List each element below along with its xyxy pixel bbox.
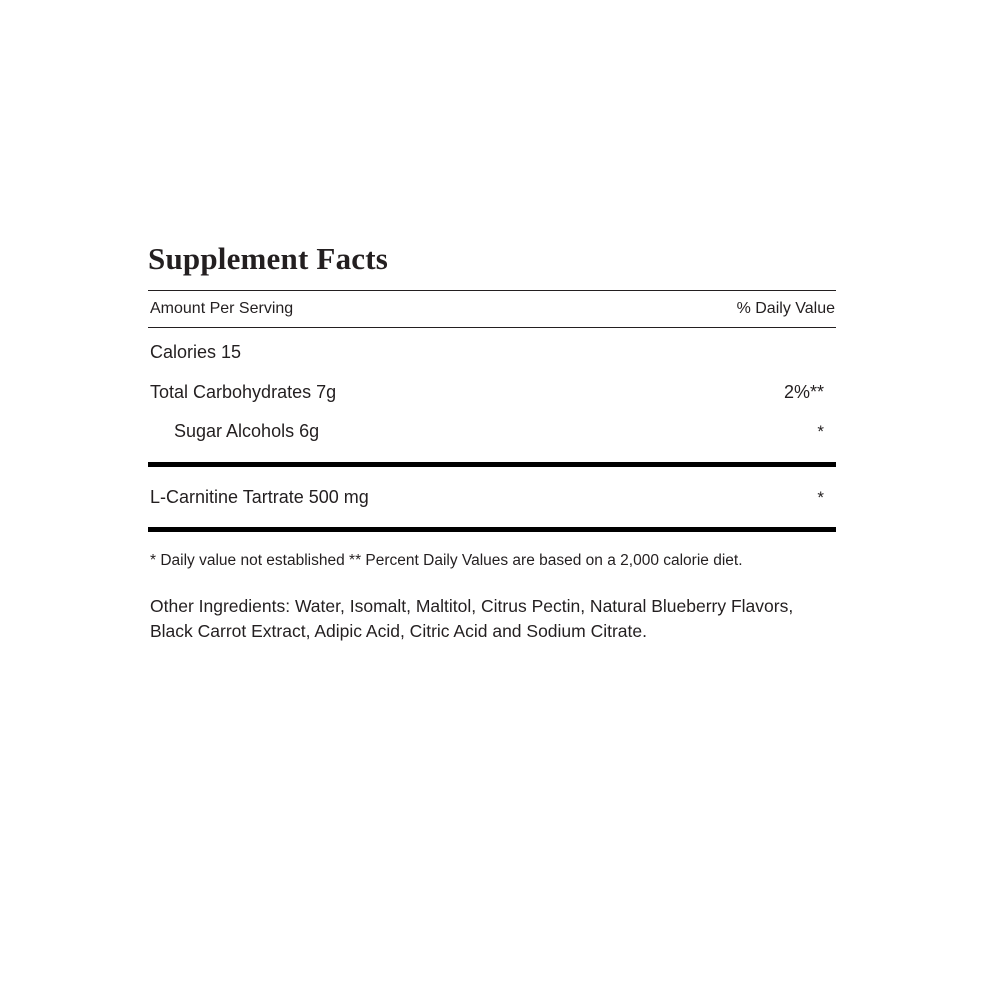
table-row [148,342,836,364]
footnote: * Daily value not established ** Percent Daily Values are based on a 2,000 calorie diet. [150,552,743,570]
panel-title: Supplement Facts [148,241,389,276]
amount-per-serving-label: Amount Per Serving [150,300,294,318]
active-ingredient-dv: * [817,488,824,508]
nutrient-list [148,328,836,443]
supplement-facts-panel [148,242,836,645]
table-row [148,421,836,443]
nutrient-dv: 2%** [783,381,824,402]
column-header-row [148,291,836,327]
daily-value-label: % Daily Value [736,300,835,318]
nutrient-dv: * [817,422,824,442]
table-row [148,467,836,527]
active-ingredient-name: L-Carnitine Tartrate 500 mg [150,487,369,508]
table-row [148,382,836,404]
other-ingredients: Other Ingredients: Water, Isomalt, Maltitol, Citrus Pectin, Natural Blueberry Flavors, Black Carrot Extract, Adipic Acid, Citric Acid and Sodium Citrate. [150,595,794,642]
spacer [148,443,836,462]
nutrient-name: Total Carbohydrates 7g [150,381,337,402]
nutrient-name: Calories 15 [150,342,242,363]
nutrient-name: Sugar Alcohols 6g [174,421,320,442]
